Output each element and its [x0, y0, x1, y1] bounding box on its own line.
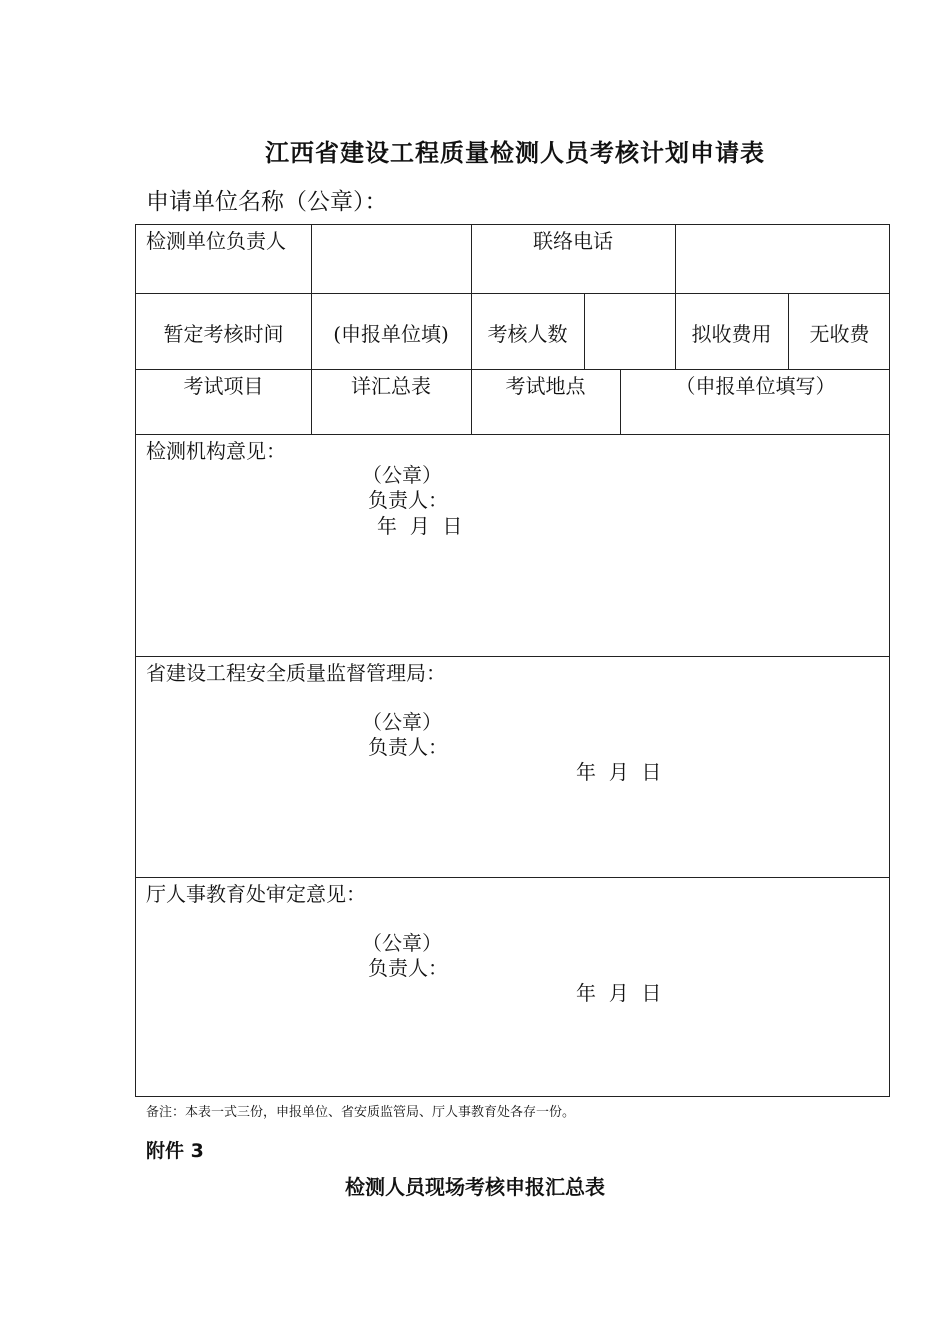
supervision-bureau-person: 负责人：: [368, 735, 448, 759]
subject-value: 详汇总表: [351, 374, 431, 398]
row-divider: [136, 293, 889, 294]
fee-label: 拟收费用: [691, 322, 772, 346]
phone-label: 联络电话: [533, 229, 613, 253]
testing-org-person: 负责人：: [368, 488, 448, 512]
remarks-note: 备注：本表一式三份，申报单位、省安质监管局、厅人事教育处各存一份。: [146, 1105, 576, 1120]
testing-org-date: 年 月 日: [377, 514, 463, 538]
location-label: 考试地点: [505, 374, 586, 398]
attachment-label: 附件 3: [146, 1140, 204, 1162]
testing-org-opinion-label: 检测机构意见：: [146, 439, 286, 463]
subject-label: 考试项目: [183, 374, 264, 398]
hr-education-date: 年 月 日: [576, 981, 662, 1005]
time-label: 暂定考核时间: [163, 322, 284, 346]
count-label: 考核人数: [487, 322, 568, 346]
summary-table-title: 检测人员现场考核申报汇总表: [345, 1175, 605, 1199]
form-title: 江西省建设工程质量检测人员考核计划申请表: [265, 139, 765, 167]
hr-education-person: 负责人：: [368, 956, 448, 980]
col-divider: [584, 293, 585, 369]
applicant-label: 申请单位名称（公章）：: [146, 189, 388, 215]
time-value: (申报单位填): [333, 322, 449, 346]
testing-org-seal: （公章）: [362, 463, 442, 487]
hr-education-seal: （公章）: [362, 931, 442, 955]
col-divider: [311, 225, 312, 293]
head-label: 检测单位负责人: [146, 229, 286, 253]
supervision-bureau-date: 年 月 日: [576, 760, 662, 784]
supervision-bureau-opinion-label: 省建设工程安全质量监督管理局：: [146, 661, 446, 685]
application-form-table: [135, 224, 890, 1097]
supervision-bureau-seal: （公章）: [362, 710, 442, 734]
hr-education-opinion-label: 厅人事教育处审定意见：: [146, 882, 366, 906]
col-divider: [675, 225, 676, 293]
fee-value: 无收费: [809, 322, 870, 346]
location-value: （申报单位填写）: [675, 374, 836, 398]
